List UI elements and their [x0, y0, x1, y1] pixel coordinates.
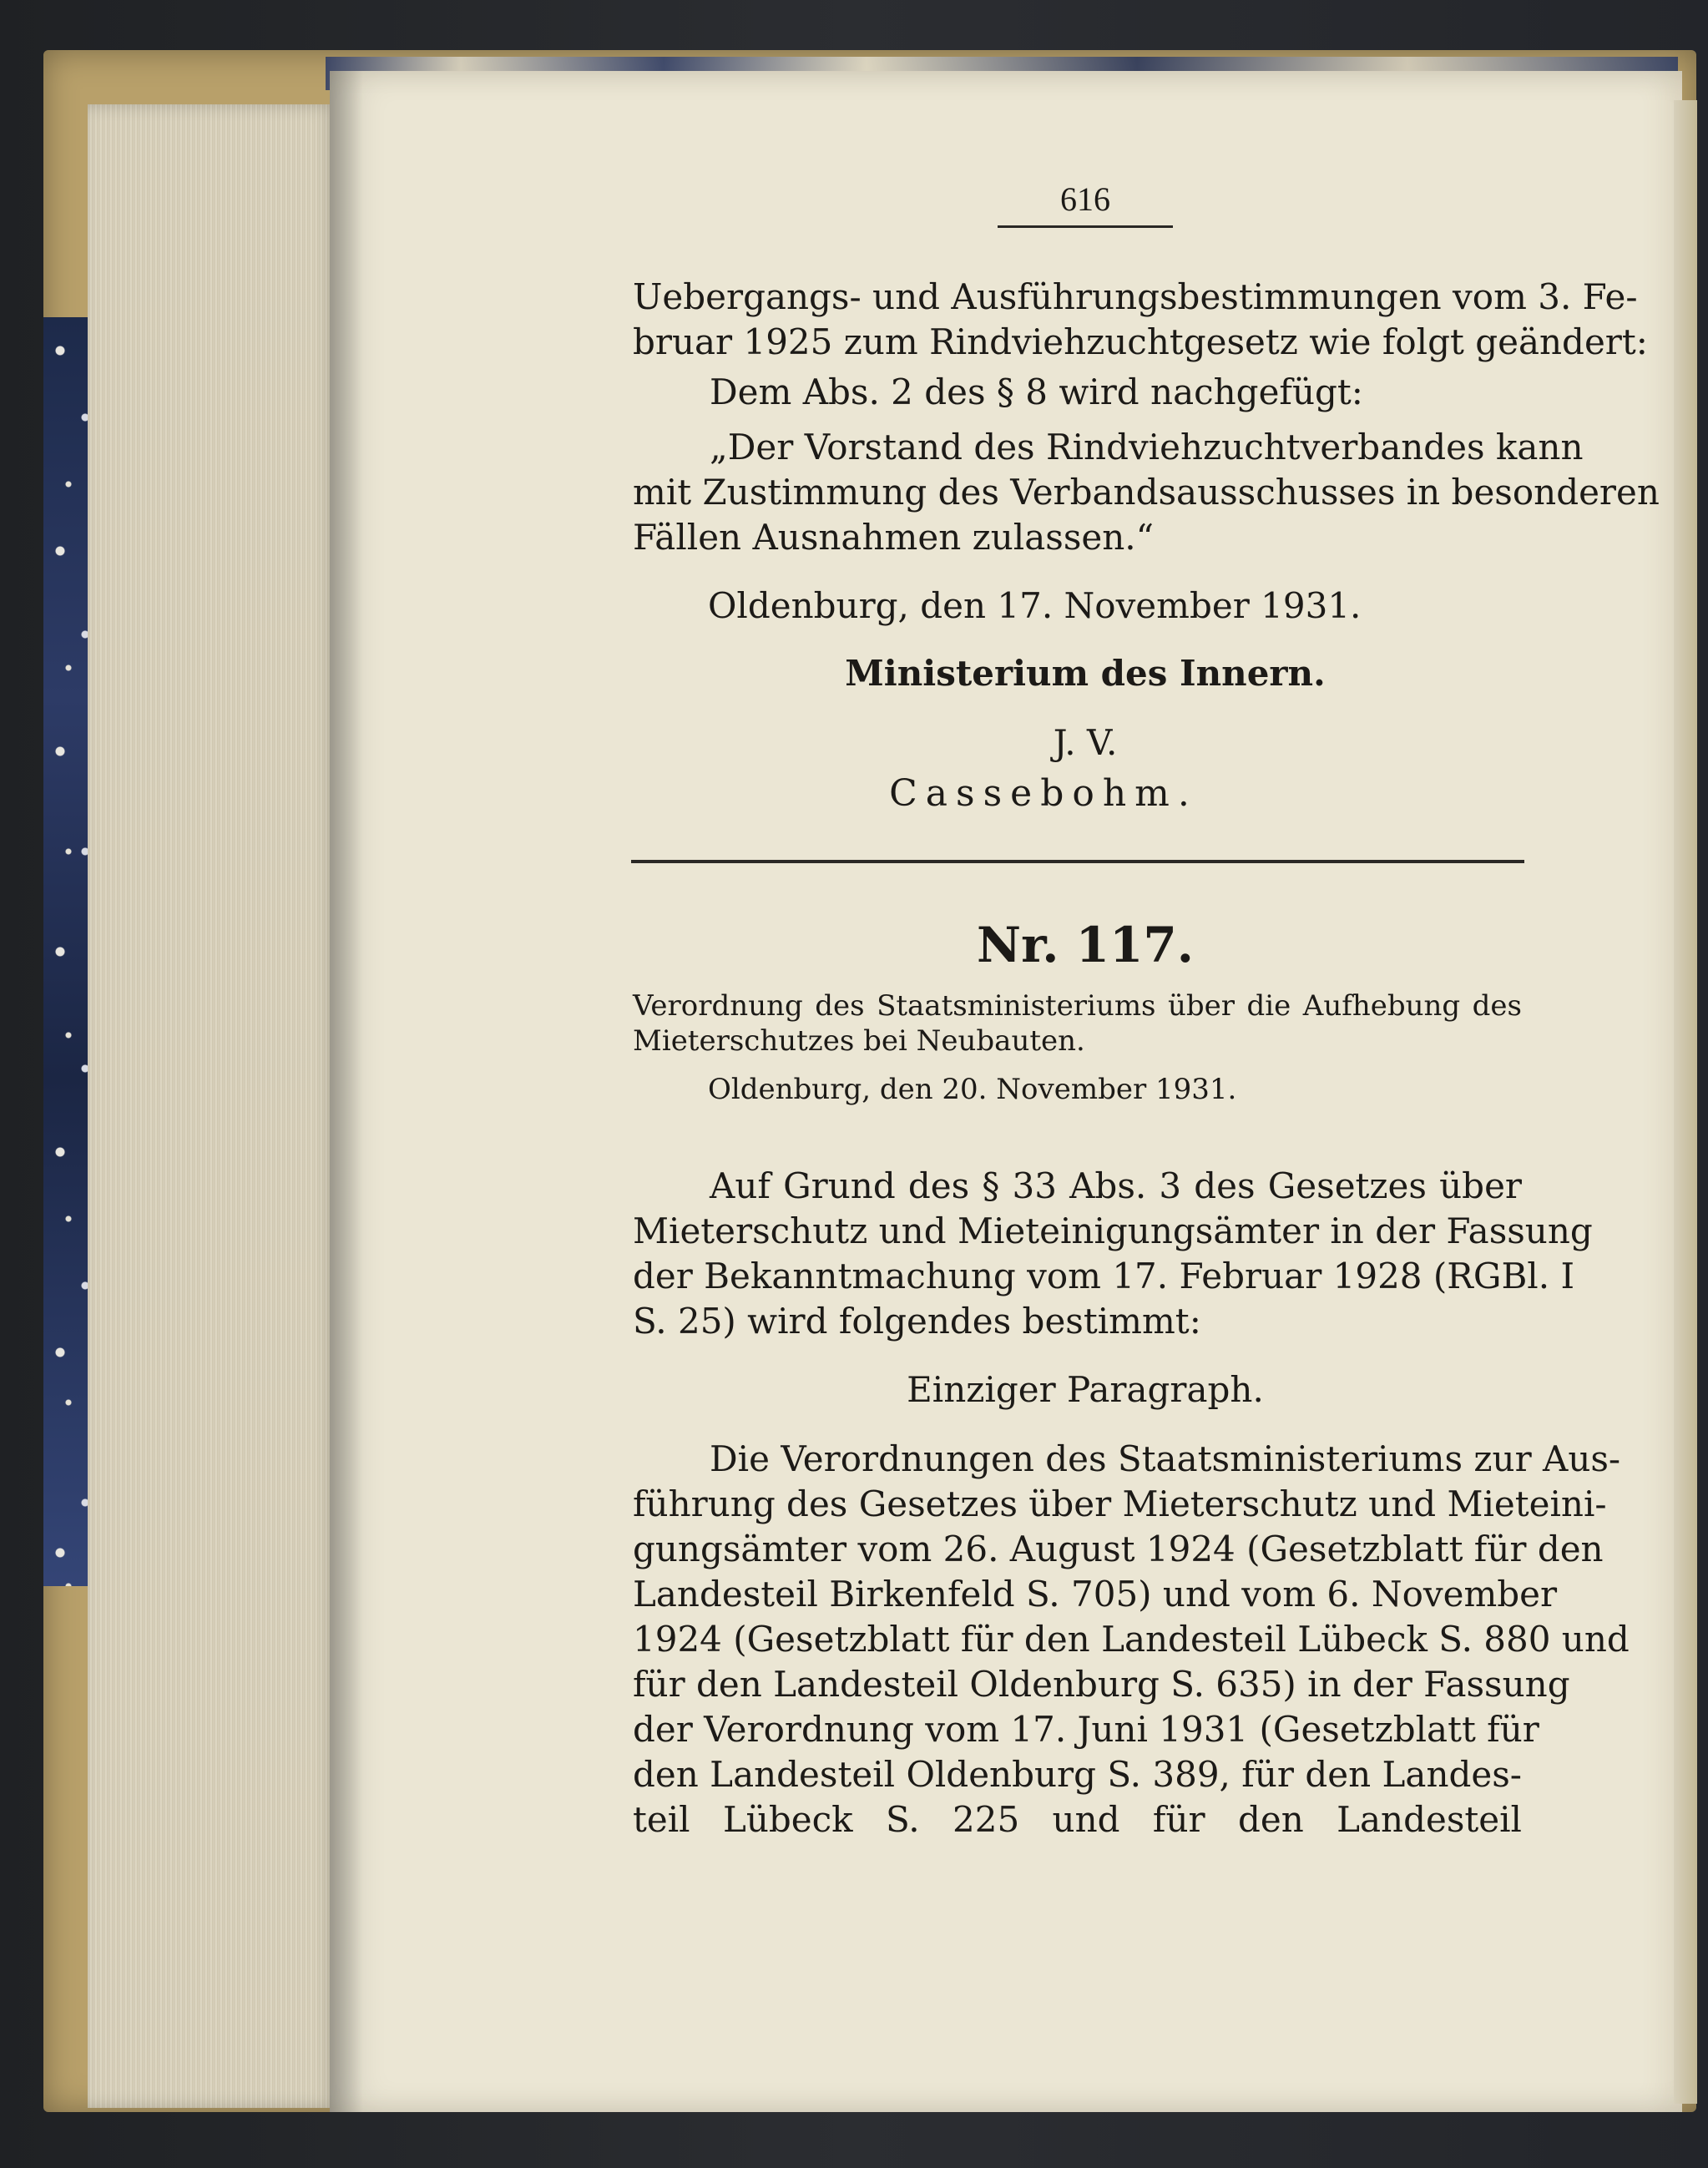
section-title-line-1: Verordnung des Staatsministeriums über die Aufhebung des — [633, 989, 1522, 1023]
paragraph-4-line-7: der Verordnung vom 17. Juni 1931 (Gesetzblatt für — [633, 1709, 1539, 1750]
quote-line-2: mit Zustimmung des Verbandsausschusses in besonderen — [633, 472, 1660, 513]
section-divider — [631, 860, 1524, 863]
place-date-1: Oldenburg, den 17. November 1931. — [708, 585, 1362, 626]
section-number: Nr. 117. — [977, 917, 1194, 973]
paragraph-4-line-6: für den Landesteil Oldenburg S. 635) in der Fassung — [633, 1664, 1570, 1705]
paragraph-3-line-4: S. 25) wird folgendes bestimmt: — [633, 1301, 1201, 1342]
paragraph-3-line-2: Mieterschutz und Mieteinigungsämter in der Fassung — [633, 1210, 1593, 1251]
paragraph-4-line-5: 1924 (Gesetzblatt für den Landesteil Lübeck S. 880 und — [633, 1619, 1630, 1660]
quote-line-1: „Der Vorstand des Rindviehzuchtverbandes kann — [710, 427, 1584, 467]
in-vertretung: J. V. — [1053, 722, 1118, 763]
paragraph-4-line-3: gungsämter vom 26. August 1924 (Gesetzblatt für den — [633, 1529, 1604, 1569]
paragraph-1-line-1: Uebergangs- und Ausführungsbestimmungen vom 3. Fe- — [633, 276, 1638, 317]
paragraph-2: Dem Abs. 2 des § 8 wird nachgefügt: — [710, 371, 1363, 412]
paragraph-4-line-8: den Landesteil Oldenburg S. 389, für den Landes- — [633, 1754, 1522, 1795]
page-stack-edges — [88, 104, 338, 2108]
paragraph-1-line-2: bruar 1925 zum Rindviehzuchtgesetz wie folgt geändert: — [633, 321, 1648, 362]
section-title-line-2: Mieterschutzes bei Neubauten. — [633, 1024, 1085, 1058]
paragraph-heading: Einziger Paragraph. — [907, 1369, 1264, 1410]
page-number: 616 — [1060, 180, 1110, 218]
paragraph-4-line-1: Die Verordnungen des Staatsministeriums zur Aus- — [710, 1438, 1621, 1479]
quote-line-3: Fällen Ausnahmen zulassen.“ — [633, 517, 1155, 558]
gutter-shadow — [330, 71, 363, 2112]
page-right-edge — [1674, 100, 1697, 2104]
paragraph-3-line-1: Auf Grund des § 33 Abs. 3 des Gesetzes über — [710, 1165, 1522, 1206]
paragraph-3-line-3: der Bekanntmachung vom 17. Februar 1928 (RGBl. I — [633, 1256, 1575, 1296]
page-number-rule — [998, 225, 1173, 228]
signature: Cassebohm. — [889, 772, 1198, 815]
paragraph-4-line-2: führung des Gesetzes über Mieterschutz und Mieteini- — [633, 1483, 1607, 1524]
ministry-name: Ministerium des Innern. — [845, 653, 1326, 694]
paragraph-4-line-4: Landesteil Birkenfeld S. 705) und vom 6. November — [633, 1574, 1558, 1615]
place-date-2: Oldenburg, den 20. November 1931. — [708, 1073, 1237, 1106]
paragraph-4-line-9: teil Lübeck S. 225 und für den Landesteil — [633, 1799, 1522, 1840]
